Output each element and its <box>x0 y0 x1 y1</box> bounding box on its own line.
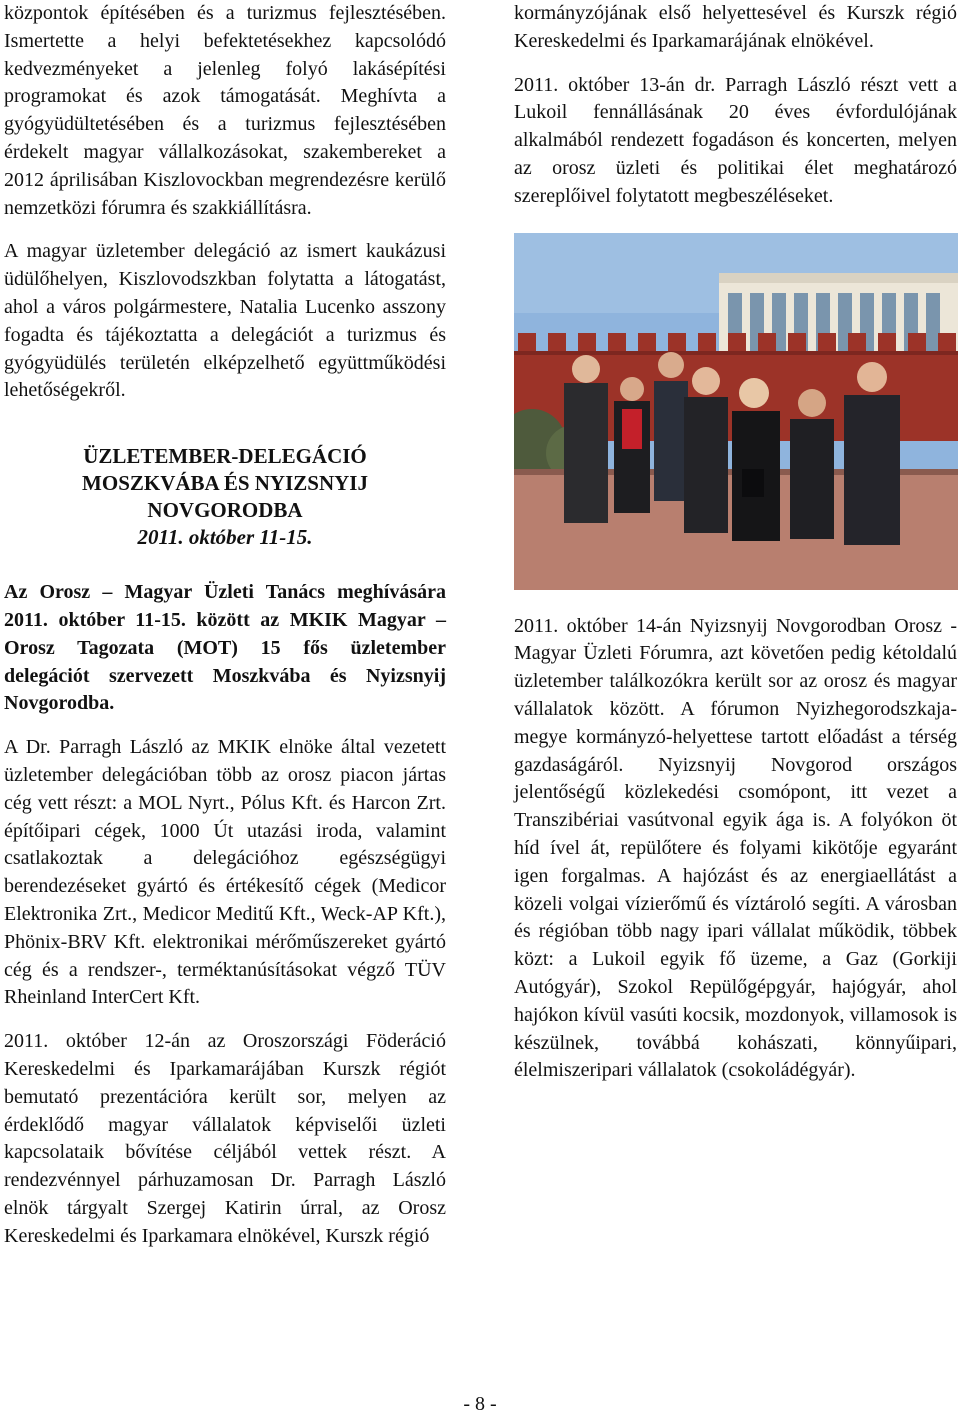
heading-line-1: ÜZLETEMBER-DELEGÁCIÓ <box>83 444 367 469</box>
delegation-photo-image <box>514 233 958 590</box>
paragraph-delegation-members: A Dr. Parragh László az MKIK elnöke által vezetett üzletember delegációban több az orosz piacon jártas cég vett részt: a MOL Nyrt., Pólus Kft. és Harcon Zrt. építőipari cégek, 1000 Út utazási iroda, valamint csatlakoztak a delegációhoz egészségügyi berendezéseket gyártó és értékesítő cégek (Medicor Elektronika Zrt., Medicor Meditű Kft., Weck-AP Kft.), Phönix-BRV Kft. elektronikai mérőműszereket gyártó cég és a rendszer-, terméktanúsításokat végző TÜV Rheinland InterCert Kft. <box>4 736 446 1009</box>
paragraph-nizhny-novgorod: 2011. október 14-án Nyizsnyij Novgorodban Orosz - Magyar Üzleti Fórumra, azt követően pedig kétoldalú üzletember találkozókra került sor az orosz és magyar vállalatok között. A fórumon Nyizhegorodszkaja-megye kormányzó-helyettese tartott előadást a térség gazdaságáról. Nyizsnyij Novgorod országos jelentőségű közlekedési csomópont, itt vezet a Transzibériai vasútvonal egyik ága is. A folyókon öt híd ível át, repülőtere és folyami kikötője egyaránt igen forgalmas. A hajózást és az energiaellátást a közeli volgai vízierőmű és víztároló segíti. A városban és régióban több nagy ipari vállalat működik, többek közt: a Lukoil egyik fő üzeme, a Gaz (Gorkiji Autógyár), Szokol Repülőgépgyár, hajógyár, ahol hajókon kívül vasúti kocsik, mozdonyok, villamosok is készülnek, továbbá kohászati, könnyűipari, élelmiszeripari vállalatok (csokoládégyár). <box>514 614 957 1082</box>
lead-paragraph: Az Orosz – Magyar Üzleti Tanács meghívására 2011. október 11-15. között az MKIK Magyar – Orosz Tagozata (MOT) 15 fős üzletember delegációt szervezett Moszkvába és Nyizsnyij Novgorodba. <box>4 581 446 715</box>
paragraph-lukoil: 2011. október 13-án dr. Parragh László részt vett a Lukoil fennállásának 20 éves évfordulójának alkalmából rendezett fogadáson és koncerten, melyen az orosz üzleti és politikai élet meghatározó szereplőivel folytatott megbeszéléseket. <box>514 73 957 207</box>
right-column <box>514 0 957 1085</box>
paragraph-kursk-continued: kormányzójának első helyettesével és Kurszk régió Kereskedelmi és Iparkamarájának elnökével. <box>514 2 957 52</box>
article-heading <box>4 443 446 551</box>
paragraph-kursk-presentation: 2011. október 12-án az Oroszországi Föderáció Kereskedelmi és Iparkamarájában Kurszk régiót bemutató prezentációra került sor, melyen az érdeklődő magyar vállalatok képviselői üzleti kapcsolataik bővítése céljából vettek részt. A rendezvénnyel párhuzamosan Dr. Parragh László elnök tárgyalt Szergej Katirin úrral, az Orosz Kereskedelmi és Iparkamara elnökével, Kurszk régió <box>4 1030 446 1247</box>
heading-line-3: NOVGORODBA <box>147 498 303 523</box>
paragraph-tourism: központok építésében és a turizmus fejlesztésében. Ismertette a helyi befektetésekhez kapcsolódó kedvezményeket a jelenleg folyó lakásépítési programokat és azok támogatását. Meghívta a gyógyüdültetésében és a turizmus fejlesztésében érdekelt magyar vállalkozásokat, szakembereket a 2012 áprilisában Kiszlovockban megrendezésre kerülő nemzetközi fórumra és szakkiállításra. <box>4 2 446 219</box>
heading-date: 2011. október 11-15. <box>137 525 313 550</box>
page-number: - 8 - <box>463 1393 497 1415</box>
paragraph-kislovodsk: A magyar üzletember delegáció az ismert kaukázusi üdülőhelyen, Kiszlovodszkban folytatta a látogatást, ahol a város polgármestere, Natalia Lucenko asszony fogadta és tájékoztatta a delegációt a turizmus és gyógyüdülés területén elképzelhető együttműködési lehetőségekről. <box>4 240 446 402</box>
delegation-photo <box>514 233 958 590</box>
heading-line-2: MOSZKVÁBA ÉS NYIZSNYIJ <box>82 471 368 496</box>
left-column <box>4 0 446 1250</box>
